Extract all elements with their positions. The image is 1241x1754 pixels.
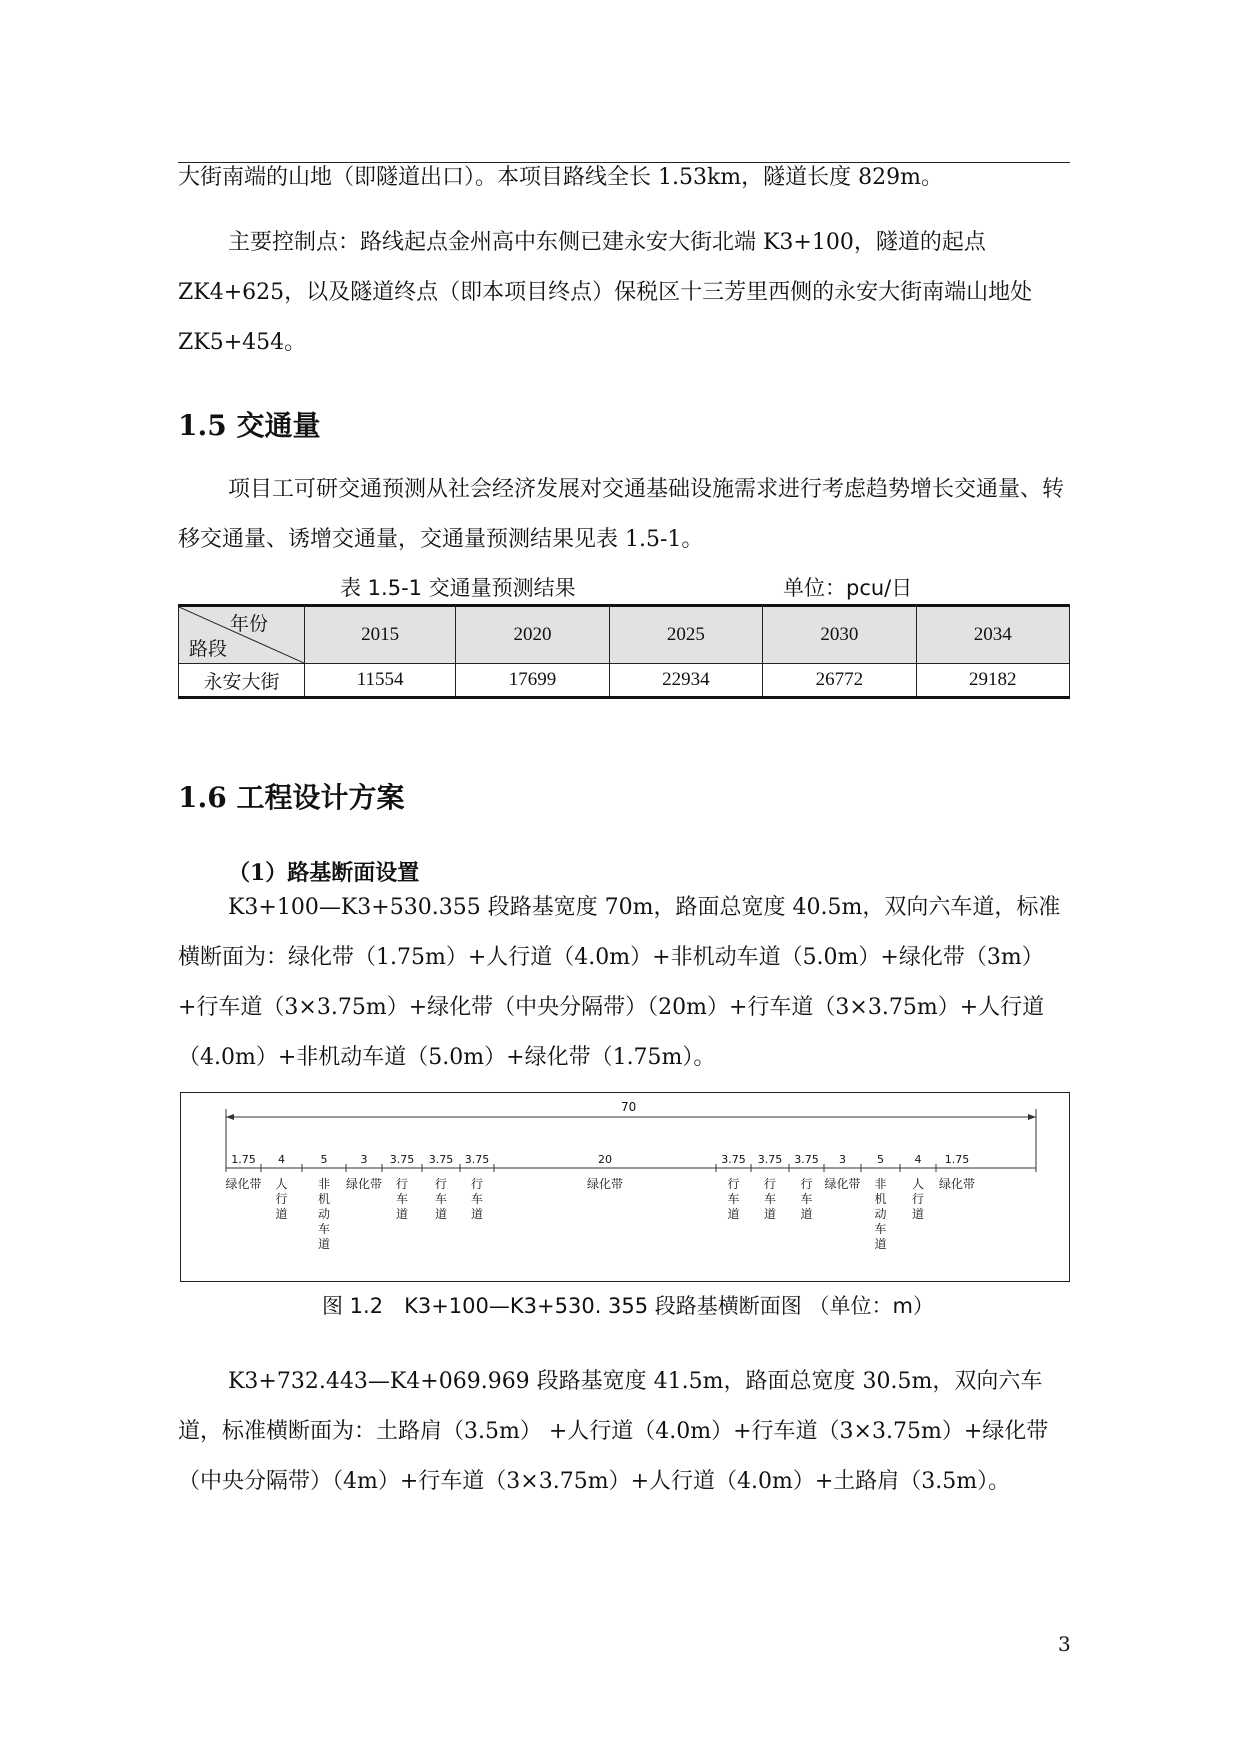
segment-width-label: 20 <box>598 1153 612 1166</box>
heading-1-5: 1.5 交通量 <box>178 409 321 442</box>
segment-type-label: 道 <box>763 1207 777 1221</box>
segment-type-label: 绿化带 <box>938 1177 976 1191</box>
segment-width-label: 5 <box>877 1153 884 1166</box>
segment-type-label: 人 <box>275 1177 288 1191</box>
arrow-right <box>1028 1114 1036 1120</box>
traffic-table <box>178 604 1070 699</box>
segment-type-label: 道 <box>800 1207 813 1221</box>
segment-type-label: 人 <box>911 1177 925 1191</box>
segment-type-label: 道 <box>395 1207 409 1221</box>
table-cell: 11554 <box>305 664 456 698</box>
segment-type-label: 绿化带 <box>586 1177 624 1191</box>
segment-width-label: 3.75 <box>389 1153 415 1166</box>
segment-width-label: 3.75 <box>721 1153 746 1166</box>
segment-type-label: 车 <box>800 1192 813 1206</box>
table-cell: 22934 <box>609 664 762 698</box>
paragraph-2: 主要控制点：路线起点金州高中东侧已建永安大街北端 K3+100，隧道的起点 ZK4+625，以及隧道终点（即本项目终点）保税区十三芳里西侧的永安大街南端山地处 ZK5+454。 <box>178 230 1033 355</box>
segment-type-label: 道 <box>275 1207 288 1221</box>
segment-type-label: 非 <box>317 1177 331 1191</box>
segment-width-label: 3 <box>839 1153 846 1166</box>
segment-width-label: 4 <box>914 1153 922 1166</box>
segment-type-label: 行 <box>434 1177 448 1191</box>
segment-type-label: 非 <box>874 1177 887 1191</box>
segment-width-label: 3.75 <box>464 1153 490 1166</box>
segment-type-label: 道 <box>727 1207 740 1221</box>
cross-section-figure <box>180 1092 1070 1282</box>
segment-type-label: 行 <box>275 1192 288 1206</box>
segment-type-label: 车 <box>434 1192 448 1206</box>
paragraph-3: 项目工可研交通预测从社会经济发展对交通基础设施需求进行考虑趋势增长交通量、转移交通量、诱增交通量，交通量预测结果见表 1.5-1。 <box>178 477 1065 552</box>
corner-road-label: 路段 <box>189 639 228 660</box>
segment-type-label: 车 <box>317 1222 331 1236</box>
segment-type-label: 行 <box>800 1177 813 1191</box>
year-header: 2025 <box>609 606 762 664</box>
table-caption: 表 1.5-1 交通量预测结果 <box>340 576 576 600</box>
segment-width-label: 1.75 <box>231 1153 256 1166</box>
segment-type-label: 机 <box>317 1192 331 1206</box>
paragraph-1: 大街南端的山地（即隧道出口）。本项目路线全长 1.53km，隧道长度 829m。 <box>178 165 944 190</box>
subheading-roadbed: （1）路基断面设置 <box>228 860 420 886</box>
segment-type-label: 车 <box>395 1192 409 1206</box>
segment-type-label: 行 <box>470 1177 484 1191</box>
segment-width-label: 4 <box>278 1153 285 1166</box>
segment-type-label: 车 <box>874 1222 887 1236</box>
table-row <box>179 664 1070 698</box>
table-unit: 单位：pcu/日 <box>783 576 913 600</box>
year-header: 2015 <box>305 606 456 664</box>
segment-type-label: 道 <box>911 1207 925 1221</box>
segment-type-label: 行 <box>911 1192 925 1206</box>
heading-1-6: 1.6 工程设计方案 <box>178 781 405 814</box>
segment-type-label: 动 <box>874 1207 887 1221</box>
segment-type-label: 车 <box>470 1192 484 1206</box>
segment-type-label: 绿化带 <box>824 1177 861 1191</box>
segment-type-label: 行 <box>395 1177 409 1191</box>
segment-type-label: 行 <box>763 1177 777 1191</box>
year-header: 2034 <box>916 606 1069 664</box>
table-cell: 26772 <box>763 664 916 698</box>
segment-type-label: 道 <box>317 1237 331 1251</box>
page-number: 3 <box>1058 1632 1071 1656</box>
segment-type-label: 机 <box>874 1192 887 1206</box>
segment-width-label: 1.75 <box>944 1153 970 1166</box>
year-header: 2020 <box>456 606 609 664</box>
table-cell: 17699 <box>456 664 609 698</box>
table-corner-cell <box>179 606 305 664</box>
segment-type-label: 车 <box>763 1192 777 1206</box>
segment-type-label: 动 <box>317 1207 331 1221</box>
segment-type-label: 道 <box>434 1207 448 1221</box>
segment-type-label: 行 <box>727 1177 740 1191</box>
paragraph-4: K3+100—K3+530.355 段路基宽度 70m，路面总宽度 40.5m，双向六车道，标准横断面为：绿化带（1.75m）+人行道（4.0m）+非机动车道（5.0m）+绿化带（3m）+行车道（3×3.75m）+绿化带（中央分隔带）（20m）+行车道（3×3.75m）+人行道（4.0m）+非机动车道（5.0m）+绿化带（1.75m）。 <box>178 895 1061 1070</box>
segment-type-label: 道 <box>470 1207 484 1221</box>
segment-type-label: 道 <box>874 1237 887 1251</box>
segment-width-label: 3.75 <box>757 1153 783 1166</box>
segment-type-label: 绿化带 <box>225 1177 262 1191</box>
cross-section-diagram <box>181 1093 1069 1281</box>
total-width-label: 70 <box>621 1100 637 1114</box>
row-label: 永安大街 <box>179 664 305 698</box>
corner-year-label: 年份 <box>229 614 268 635</box>
paragraph-5: K3+732.443—K4+069.969 段路基宽度 41.5m，路面总宽度 30.5m，双向六车道，标准横断面为：土路肩（3.5m） +人行道（4.0m）+行车道（3×3.75m）+绿化带（中央分隔带）（4m）+行车道（3×3.75m）+人行道（4.0m）+土路肩（3.5m）。 <box>178 1369 1049 1494</box>
segment-width-label: 5 <box>320 1153 328 1166</box>
segment-type-label: 车 <box>727 1192 740 1206</box>
figure-caption: 图 1.2 K3+100—K3+530. 355 段路基横断面图 （单位：m） <box>322 1294 934 1318</box>
year-header: 2030 <box>763 606 916 664</box>
segment-width-label: 3.75 <box>428 1153 454 1166</box>
segment-type-label: 绿化带 <box>345 1177 383 1191</box>
segment-width-label: 3.75 <box>794 1153 819 1166</box>
segment-width-label: 3 <box>360 1153 368 1166</box>
arrow-left <box>226 1114 234 1120</box>
table-cell: 29182 <box>916 664 1069 698</box>
